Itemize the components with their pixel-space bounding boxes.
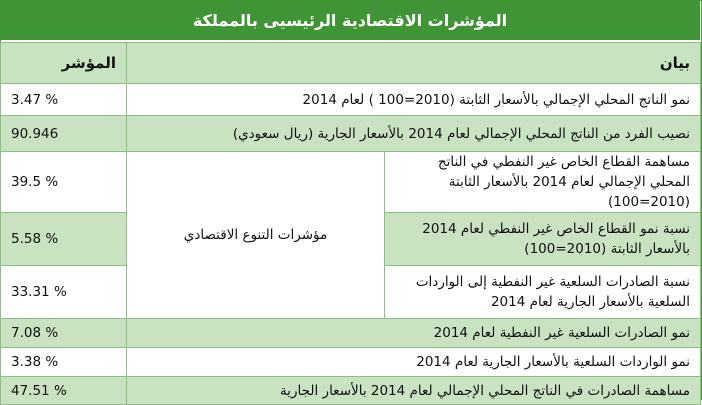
page-title: المؤشرات الاقتصادية الرئيسيى بالمملكة — [0, 0, 700, 40]
group-label: مؤشرات التنوع الاقتصادي — [127, 152, 385, 319]
table-row — [1, 377, 701, 405]
row-value: 33.31 % — [1, 266, 127, 319]
table-row — [1, 116, 701, 152]
table-header-row — [1, 43, 701, 84]
row-value: 5.58 % — [1, 213, 127, 266]
row-description: مساهمة القطاع الخاص غير النفطي في الناتج المحلي الإجمالي لعام 2014 بالأسعار الثابتة (2010=100) — [385, 152, 701, 213]
row-value: 3.38 % — [1, 348, 127, 377]
table-row — [1, 348, 701, 377]
header-description: بيان — [127, 43, 701, 84]
row-description: نمو الناتج المحلي الإجمالي بالأسعار الثابتة (2010=100 ) لعام 2014 — [127, 84, 701, 116]
row-description: نصيب الفرد من الناتج المحلي الإجمالي لعام 2014 بالأسعار الجارية (ريال سعودي) — [127, 116, 701, 152]
table-row — [1, 319, 701, 348]
table-row — [1, 152, 701, 213]
row-value: 90.946 — [1, 116, 127, 152]
row-value: 7.08 % — [1, 319, 127, 348]
row-description: نمو الصادرات السلعية غير النفطية لعام 2014 — [127, 319, 701, 348]
row-value: 47.51 % — [1, 377, 127, 405]
row-description: نسبة الصادرات السلعية غير النفطية إلى الواردات السلعية بالأسعار الجارية لعام 2014 — [385, 266, 701, 319]
header-indicator: المؤشر — [1, 43, 127, 84]
row-description: نسبة نمو القطاع الخاص غير النفطي لعام 2014 بالأسعار الثابتة (2010=100) — [385, 213, 701, 266]
row-description: نمو الواردات السلعية بالأسعار الجارية لعام 2014 — [127, 348, 701, 377]
row-value: 39.5 % — [1, 152, 127, 213]
indicators-table — [0, 42, 701, 405]
row-value: 3.47 % — [1, 84, 127, 116]
row-description: مساهمة الصادرات في الناتج المحلي الإجمالي لعام 2014 بالأسعار الجارية — [127, 377, 701, 405]
table-row — [1, 84, 701, 116]
